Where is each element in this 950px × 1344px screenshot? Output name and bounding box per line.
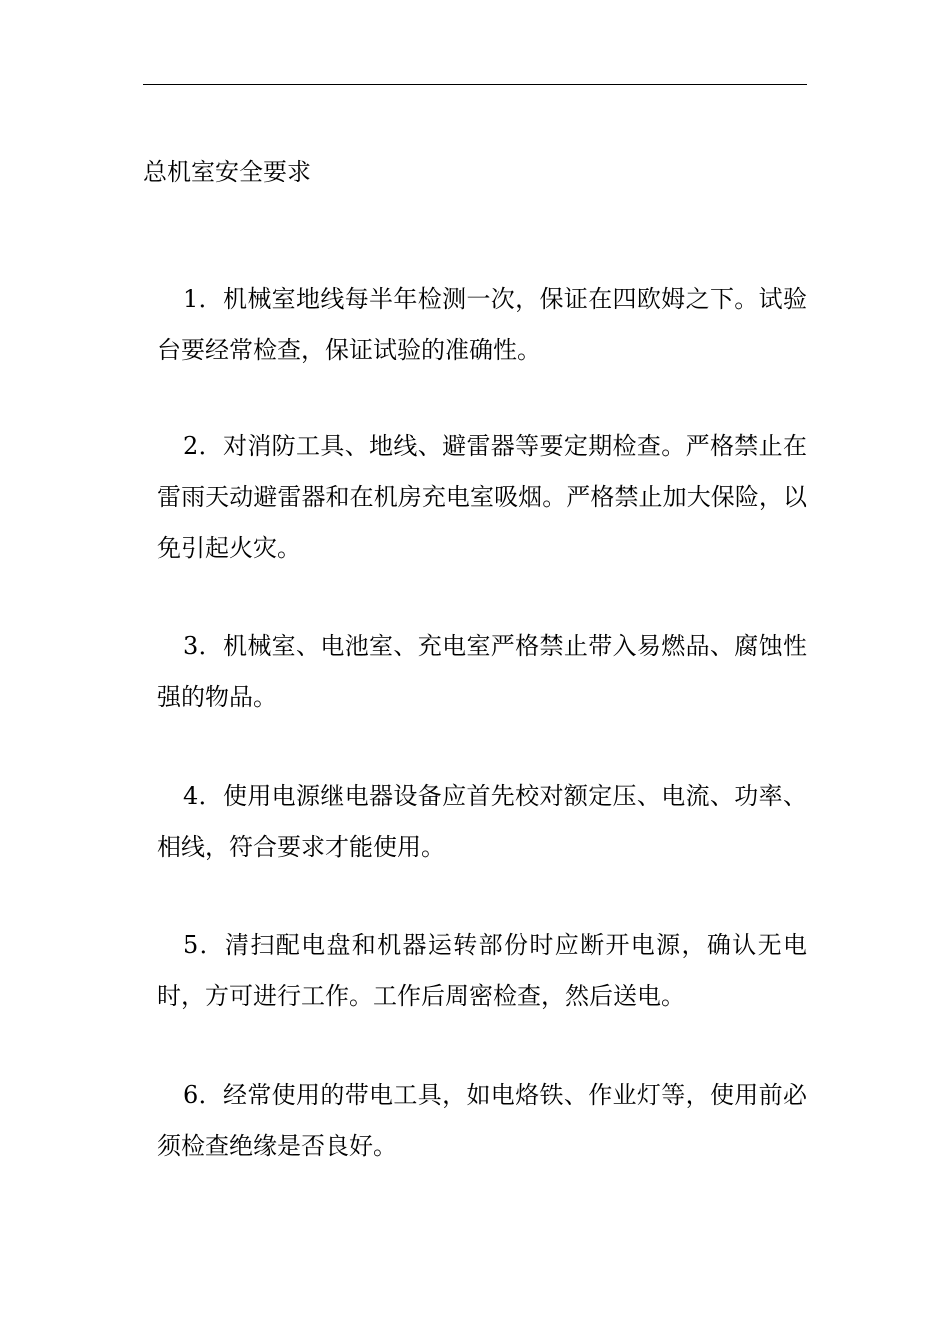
rule-paragraph-3: 3．机械室、电池室、充电室严格禁止带入易燃品、腐蚀性强的物品。 bbox=[157, 632, 807, 711]
rule-paragraph-5: 5．清扫配电盘和机器运转部份时应断开电源，确认无电时，方可进行工作。工作后周密检查，然后送电。 bbox=[157, 931, 807, 1010]
rule-paragraph-6: 6．经常使用的带电工具，如电烙铁、作业灯等，使用前必须检查绝缘是否良好。 bbox=[157, 1081, 807, 1160]
header-rule bbox=[143, 84, 807, 85]
document-title: 总机室安全要求 bbox=[143, 158, 311, 186]
rule-paragraph-1: 1．机械室地线每半年检测一次，保证在四欧姆之下。试验台要经常检查，保证试验的准确性。 bbox=[157, 285, 807, 364]
rule-paragraph-2: 2．对消防工具、地线、避雷器等要定期检查。严格禁止在雷雨天动避雷器和在机房充电室吸烟。严格禁止加大保险，以免引起火灾。 bbox=[157, 432, 807, 562]
rule-paragraph-4: 4．使用电源继电器设备应首先校对额定压、电流、功率、相线，符合要求才能使用。 bbox=[157, 782, 807, 861]
